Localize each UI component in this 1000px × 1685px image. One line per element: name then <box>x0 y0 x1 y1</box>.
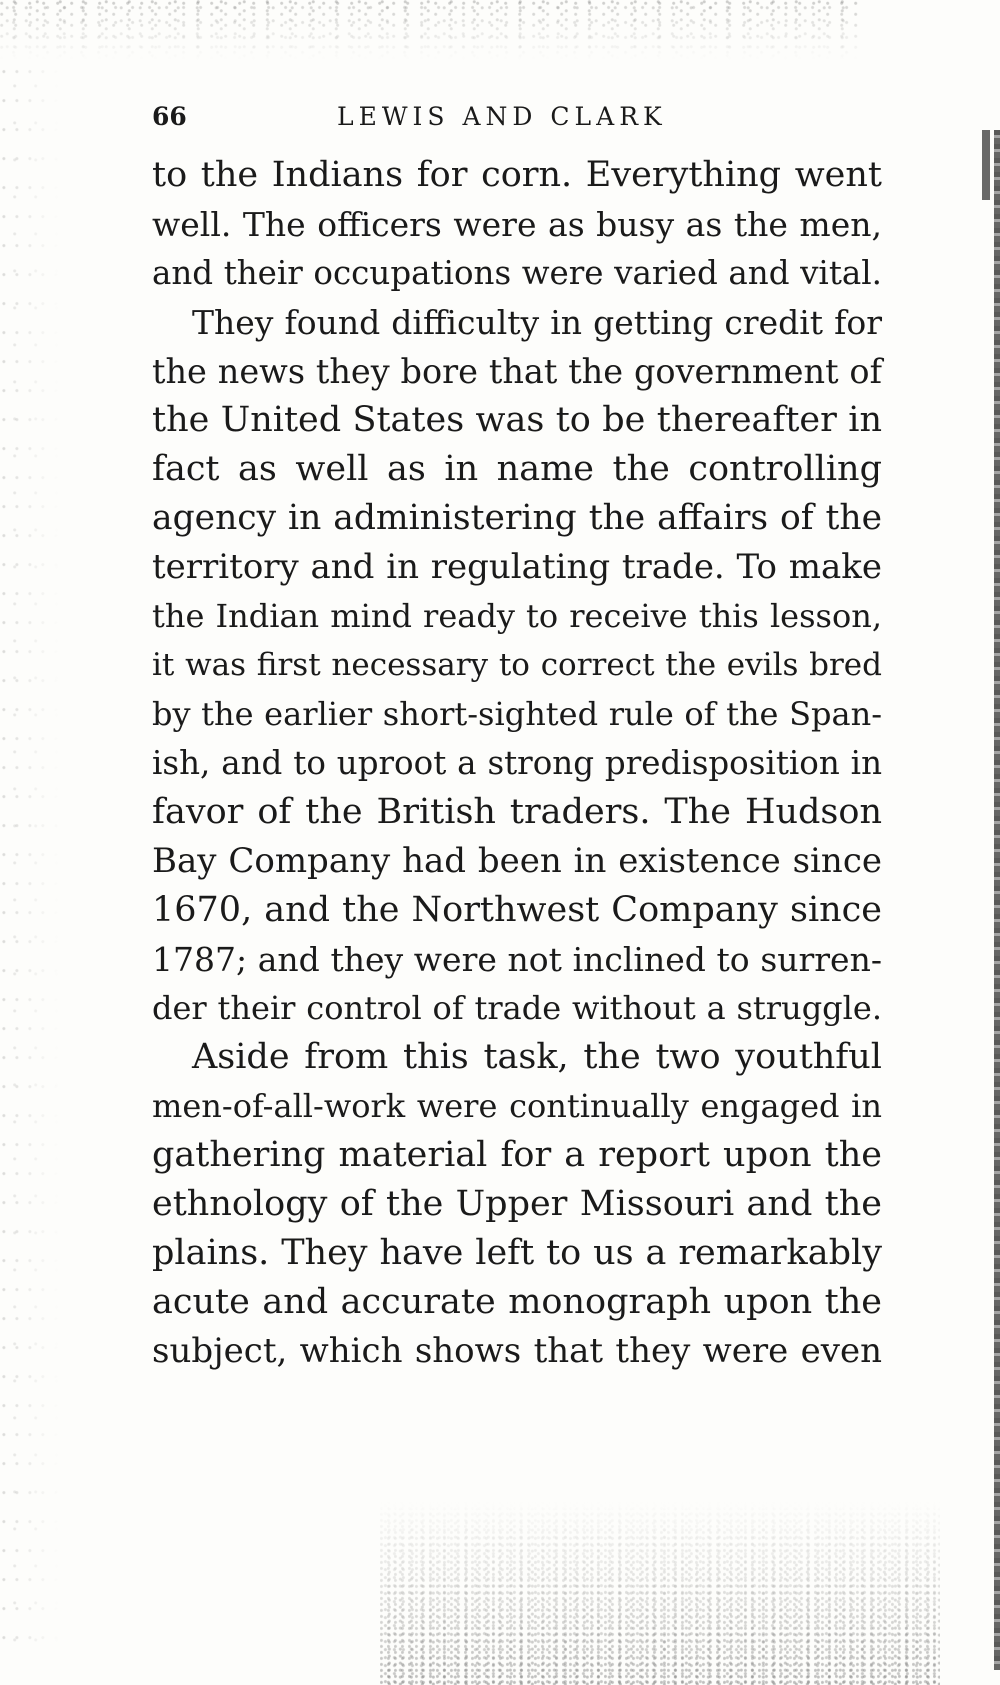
text-line: 1670, and the Northwest Company since <box>152 890 882 930</box>
text-line: Aside from this task, the two youthful <box>192 1037 882 1077</box>
text-line: to the Indians for corn. Everything went <box>152 155 882 195</box>
text-line: Bay Company had been in existence since <box>152 841 882 881</box>
paragraph <box>152 298 882 1033</box>
text-line: well. The officers were as busy as the men, <box>152 205 882 244</box>
body-text <box>152 151 882 1376</box>
text-line: it was first necessary to correct the evils bred <box>152 647 882 683</box>
text-line: ish, and to uproot a strong predisposition in <box>152 744 882 782</box>
text-line: men-of-all-work were continually engaged in <box>152 1087 882 1125</box>
page-edge-mark <box>982 130 990 200</box>
text-line: acute and accurate monograph upon the <box>152 1282 882 1322</box>
paragraph <box>152 1033 882 1376</box>
text-line: 1787; and they were not inclined to surren- <box>152 940 882 979</box>
text-line: the United States was to be thereafter in <box>152 400 882 440</box>
running-head: LEWIS AND CLARK <box>337 102 667 131</box>
text-line: the news they bore that the government of <box>152 352 882 391</box>
text-line: plains. They have left to us a remarkably <box>152 1233 882 1273</box>
text-line: subject, which shows that they were even <box>152 1331 882 1371</box>
page-header <box>152 102 882 142</box>
paragraph <box>152 151 882 298</box>
text-line: They found difficulty in getting credit for <box>192 303 882 342</box>
scan-noise-bottom <box>380 1500 940 1685</box>
scan-noise-left <box>0 60 60 1660</box>
text-line: ethnology of the Upper Missouri and the <box>152 1184 882 1224</box>
text-line: fact as well as in name the controlling <box>152 449 882 489</box>
text-line: and their occupations were varied and vital. <box>152 254 882 292</box>
scan-noise-top <box>0 0 860 60</box>
page-edge-right <box>994 130 1000 1670</box>
text-line: gathering material for a report upon the <box>152 1135 882 1175</box>
text-line: by the earlier short-sighted rule of the Span- <box>152 695 882 733</box>
text-line: territory and in regulating trade. To make <box>152 547 882 587</box>
text-line: agency in administering the affairs of the <box>152 498 882 538</box>
text-line: the Indian mind ready to receive this lesson, <box>152 597 882 635</box>
page-number: 66 <box>152 102 187 131</box>
text-line: der their control of trade without a struggle. <box>152 989 882 1027</box>
text-line: favor of the British traders. The Hudson <box>152 792 882 832</box>
